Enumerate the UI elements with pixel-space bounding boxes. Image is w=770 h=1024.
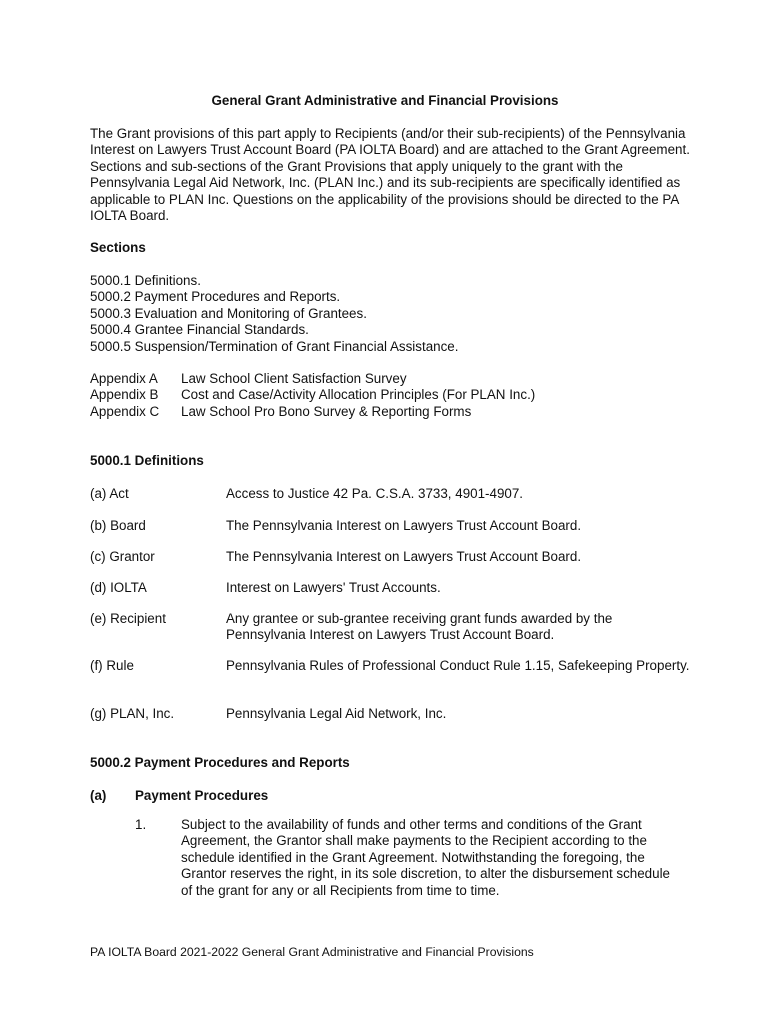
definitions-heading: 5000.1 Definitions xyxy=(90,453,204,468)
definition-term: (c) Grantor xyxy=(90,549,155,564)
definition-text: Access to Justice 42 Pa. C.S.A. 3733, 4901-4907. xyxy=(226,486,524,501)
appendix-label: Appendix C xyxy=(90,403,160,419)
definition-term: (d) IOLTA xyxy=(90,580,147,595)
definition-row xyxy=(90,549,690,565)
appendix-label: Appendix A xyxy=(90,371,158,386)
payment-heading: 5000.2 Payment Procedures and Reports xyxy=(90,755,350,770)
definition-row xyxy=(90,706,690,722)
definition-text: Interest on Lawyers' Trust Accounts. xyxy=(226,580,441,595)
payment-item-text: Subject to the availability of funds and other terms and conditions of the Grant Agreement, the Grantor shall make payments to the Recipient according to the schedule identified in the Grant Agreement. Notwithstanding the foregoing, the Grantor reserves the right, in its sole discretion, to alter the disbursement schedule of the grant for any or all Recipients from time to time. xyxy=(181,817,670,898)
definition-term: (g) PLAN, Inc. xyxy=(90,706,175,721)
definition-term: (b) Board xyxy=(90,518,146,533)
section-item: 5000.3 Evaluation and Monitoring of Grantees. xyxy=(90,305,367,321)
appendix-text: Cost and Case/Activity Allocation Principles (For PLAN Inc.) xyxy=(181,387,536,403)
appendix-list xyxy=(90,371,535,420)
appendix-text: Law School Pro Bono Survey & Reporting Forms xyxy=(181,403,472,419)
definition-row xyxy=(90,658,690,674)
sections-list xyxy=(90,273,458,355)
appendix-label: Appendix B xyxy=(90,387,159,403)
appendix-text: Law School Client Satisfaction Survey xyxy=(181,371,407,386)
page-footer: PA IOLTA Board 2021-2022 General Grant Administrative and Financial Provisions xyxy=(90,945,534,959)
definition-text: The Pennsylvania Interest on Lawyers Trust Account Board. xyxy=(226,518,582,533)
section-item: 5000.1 Definitions. xyxy=(90,273,201,288)
definition-term: (a) Act xyxy=(90,486,129,501)
payment-subsection-letter: (a) xyxy=(90,788,107,803)
section-item: 5000.4 Grantee Financial Standards. xyxy=(90,322,309,338)
payment-subsection-title: Payment Procedures xyxy=(135,788,269,803)
definition-term: (f) Rule xyxy=(90,658,134,673)
sections-heading: Sections xyxy=(90,240,146,255)
document-title: General Grant Administrative and Financial Provisions xyxy=(211,93,559,108)
definition-row xyxy=(90,486,690,502)
appendix-item xyxy=(90,404,535,420)
definition-text: Any grantee or sub-grantee receiving grant funds awarded by the Pennsylvania Interest on Lawyers Trust Account Board. xyxy=(226,611,613,643)
definition-text: The Pennsylvania Interest on Lawyers Trust Account Board. xyxy=(226,549,582,564)
section-item: 5000.2 Payment Procedures and Reports. xyxy=(90,289,341,305)
definition-text: Pennsylvania Legal Aid Network, Inc. xyxy=(226,706,447,721)
intro-paragraph: The Grant provisions of this part apply to Recipients (and/or their sub-recipients) of the Pennsylvania Interest on Lawyers Trust Account Board (PA IOLTA Board) and are attached to the Grant Agreement. Sections and sub-sections of the Grant Provisions that apply uniquely to the grant with the Pennsylvania Legal Aid Network, Inc. (PLAN Inc.) and its sub-recipients are specifically identified as applicable to PLAN Inc. Questions on the applicability of the provisions should be directed to the PA IOLTA Board. xyxy=(90,126,690,224)
definition-row xyxy=(90,518,690,534)
appendix-item xyxy=(90,371,535,387)
section-item: 5000.5 Suspension/Termination of Grant Financial Assistance. xyxy=(90,338,459,354)
appendix-item xyxy=(90,387,535,403)
definition-row xyxy=(90,580,690,596)
definition-term: (e) Recipient xyxy=(90,611,166,626)
definition-row xyxy=(90,611,690,644)
definition-text: Pennsylvania Rules of Professional Conduct Rule 1.15, Safekeeping Property. xyxy=(226,658,690,673)
payment-item-number: 1. xyxy=(135,817,147,832)
